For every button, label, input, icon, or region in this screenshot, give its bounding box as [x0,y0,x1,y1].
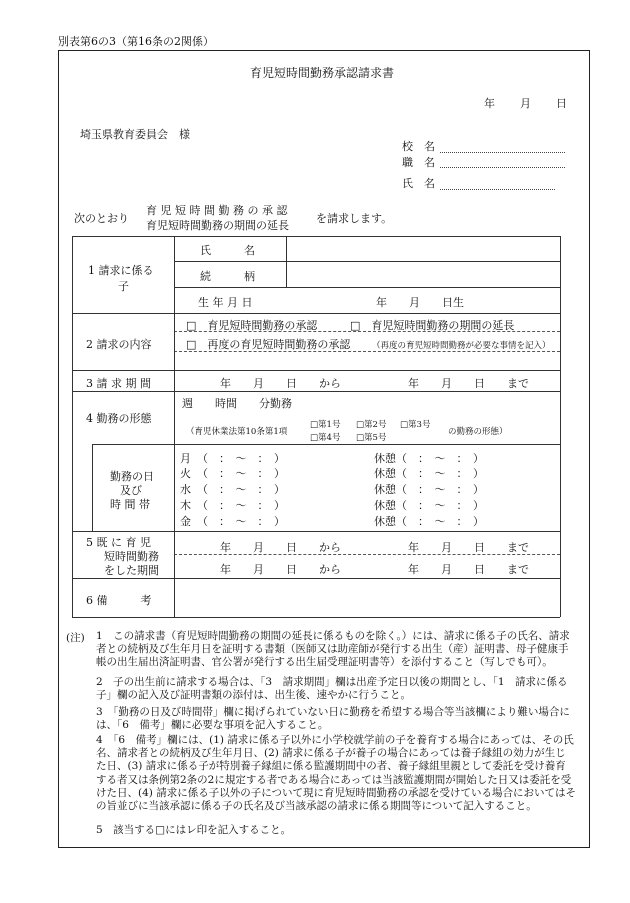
s4-label: 4 勤務の形態 [86,412,152,425]
day-label: 水 [180,483,191,496]
day-time: （ ： ～ ： ） [197,452,285,465]
s2-option-approval[interactable]: □ 育児短時間勤務の承認 [186,319,318,332]
s4-check-2[interactable]: □第2号 [356,420,387,430]
s4-check-5[interactable]: □第5号 [356,433,387,443]
s6-label: 6 備 考 [86,594,152,607]
intro-suffix: を請求します。 [316,212,393,225]
row-line [174,261,560,262]
addressee: 埼玉県教育委員会 様 [80,128,190,141]
s4-weekly-hours[interactable]: 週 時間 分勤務 [182,397,292,410]
day-row-wed[interactable] [180,481,285,497]
s4-sub-label-2: 及び [120,484,142,497]
s5-row1-from[interactable]: 年 月 日 から [220,541,341,554]
s3-label: 3 請 求 期 間 [86,377,151,390]
date-year: 年 [484,97,495,110]
section2-bottom-line [72,370,560,371]
day-row-mon[interactable] [180,450,285,466]
table-right-line [560,236,561,617]
intro-prefix: 次のとおり [74,212,129,225]
row-line [174,444,560,445]
name-label: 氏 名 [402,177,435,190]
child-relation-label: 続 柄 [200,270,255,283]
s2-label: 2 請求の内容 [86,338,152,351]
note-4: 4 「6 備考」欄には、(1) 請求に係る子以外に小学校就学前の子を養育する場合にあっては、その氏名、請求者との続柄及び生年月日、(2) 請求に係る子が養子の場合にあっては養子縁組の効力が生じた日、(3) 請求に係る子が特別養子縁組に係る監護期間中の者、養子縁組里親として委託を受け養育する者又は条例第2条の2に規定する者である場合にあっては当該監護期間が開始した日又は委託を受けた日、(4) 請求に係る子以外の子について現に育児短時間勤務の承認を受けている場合においてはその旨並びに当該承認に係る子の氏名及び当該承認の請求に係る期間等について記入すること。 [96,734,576,813]
school-line[interactable] [440,152,565,153]
label-column-line [174,236,175,617]
form-title: 育児短時間勤務承認請求書 [250,66,395,80]
table-bottom-line [72,617,560,618]
row-line [174,287,560,288]
intro-option-approval: 育 児 短 時 間 勤 務 の 承 認 [146,204,288,217]
s4-sub-label-1: 勤務の日 [110,470,154,483]
s1-inner-column-line [286,236,287,287]
day-rest-wed[interactable]: 休憩（ ： ～ ： ） [374,483,484,496]
s1-label: 1 請求に係る [88,264,154,277]
date-day: 日 [556,97,567,110]
child-name-label: 氏 名 [200,244,255,257]
s1-label-2: 子 [118,280,129,293]
day-time: （ ： ～ ： ） [197,499,285,512]
day-rest-thu[interactable]: 休憩（ ： ～ ： ） [374,499,484,512]
intro-option-extension: 育児短時間勤務の期間の延長 [146,219,289,232]
s4-check-3[interactable]: □第3号 [400,420,431,430]
notes-head: (注) [66,632,85,644]
section5-bottom-line [72,578,560,579]
section3-bottom-line [72,391,560,392]
s4-sub-column-line [174,444,175,531]
day-time: （ ： ～ ： ） [197,515,285,528]
s5-label-1: 5 既 に 育 児 [86,536,151,549]
table-top-line [72,236,560,237]
s5-label-2: 短時間勤務 [104,550,159,563]
date-month: 月 [520,97,531,110]
day-label: 火 [180,467,191,480]
position-line[interactable] [440,167,565,168]
section4-bottom-line [72,531,560,532]
s2-option-reapproval[interactable]: □ 再度の育児短時間勤務の承認 [186,338,351,351]
child-birth-value[interactable]: 年 月 日生 [376,296,464,309]
s5-row1-to[interactable]: 年 月 日 まで [408,541,529,554]
table-left-line [72,236,73,617]
s5-label-3: をした期間 [104,564,159,577]
s2-option-reapproval-note: （再度の育児短時間勤務が必要な事情を記入） [372,341,551,351]
s6-remarks-field[interactable] [176,580,558,616]
s4-sub-label-3: 時 間 帯 [110,498,150,511]
note-2: 2 子の出生前に請求する場合は、「3 請求期間」欄は出産予定日以後の期間とし、「1 請求に係る子」欄の記入及び証明書類の添付は、出生後、速やかに行うこと。 [96,676,568,702]
day-row-fri[interactable] [180,513,285,529]
day-label: 金 [180,515,191,528]
s4-law-ref: （育児休業法第10条第1項 [186,427,288,437]
day-row-tue[interactable] [180,465,285,481]
s2-option-extension[interactable]: □ 育児短時間勤務の期間の延長 [350,319,515,332]
s4-sub-left-line [92,444,93,531]
day-label: 月 [180,452,191,465]
note-5: 5 該当する□にはレ印を記入すること。 [96,824,292,836]
note-1: 1 この請求書（育児短時間勤務の期間の延長に係るものを除く。）には、請求に係る子の氏名、請求者との続柄及び生年月日を証明する書類（医師又は助産師が発行する出生（産）証明書、母子健康手帳の出生届出済証明書、官公署が発行する出生届受理証明書等）を添付すること（写しでも可）。 [96,630,570,669]
s4-sub-top-line [92,444,174,445]
s5-row2-from[interactable]: 年 月 日 から [220,563,341,576]
s5-row2-to[interactable]: 年 月 日 まで [408,563,529,576]
section1-bottom-line [72,313,560,314]
s3-period-to[interactable]: 年 月 日 まで [408,377,529,390]
day-rest-tue[interactable]: 休憩（ ： ～ ： ） [374,467,484,480]
day-row-thu[interactable] [180,497,285,513]
form-reference: 別表第6の3（第16条の2関係） [58,35,214,48]
child-birth-label: 生 年 月 日 [198,296,253,309]
s3-period-from[interactable]: 年 月 日 から [220,377,341,390]
day-rest-mon[interactable]: 休憩（ ： ～ ： ） [374,452,484,465]
day-label: 木 [180,499,191,512]
s4-form-suffix: の勤務の形態） [448,427,508,437]
day-time: （ ： ～ ： ） [197,467,285,480]
school-label: 校 名 [402,140,435,153]
day-rest-fri[interactable]: 休憩（ ： ～ ： ） [374,515,484,528]
s4-check-4[interactable]: □第4号 [310,433,341,443]
day-time: （ ： ～ ： ） [197,483,285,496]
position-label: 職 名 [402,156,435,169]
s4-check-1[interactable]: □第1号 [310,420,341,430]
name-line[interactable] [440,189,555,190]
note-3: 3 「勤務の日及び時間帯」欄に掲げられていない日に勤務を希望する場合等当該欄により難い場合には、「6 備考」欄に必要な事項を記入すること。 [96,706,570,732]
